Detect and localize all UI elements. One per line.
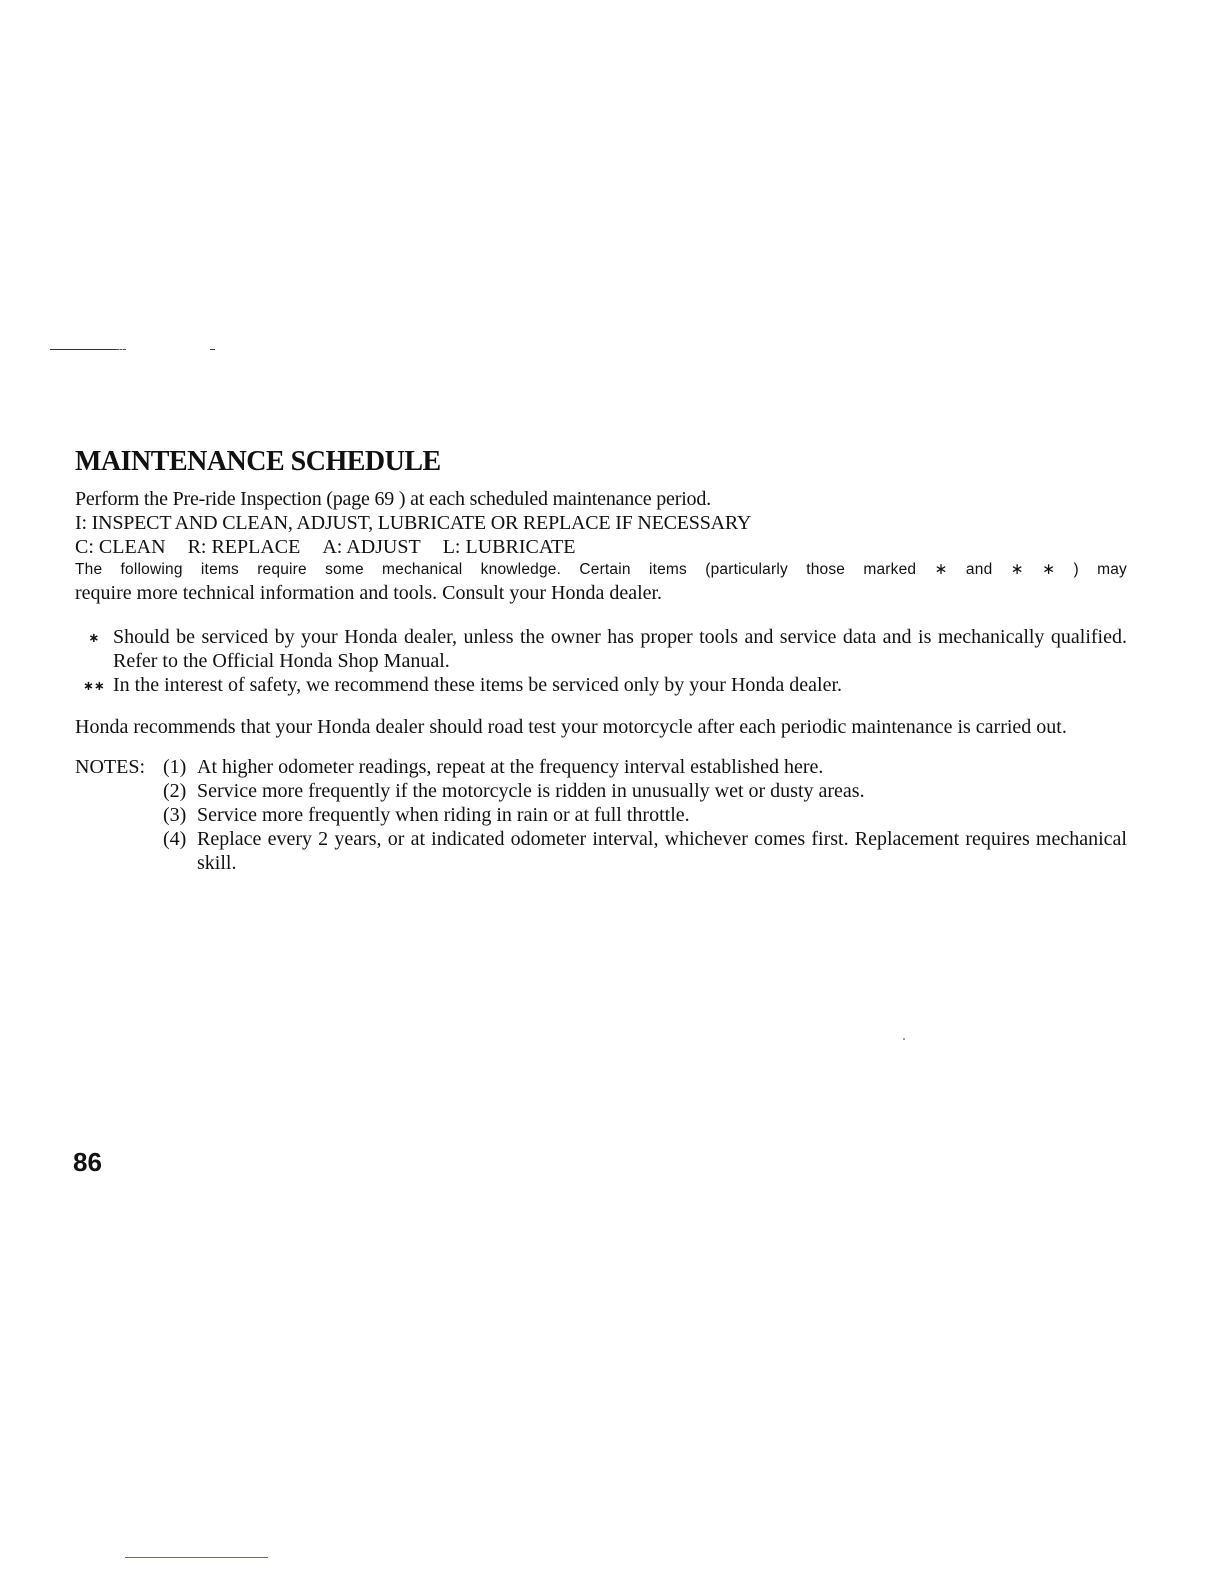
maintenance-schedule-section [75, 445, 1127, 875]
knowledge-note: The following items require some mechanical knowledge. Certain items (particularly those marked ∗ and ∗ ∗ ) may [75, 561, 1127, 578]
scan-artifact-dash [116, 349, 126, 350]
note-text: Service more frequently if the motorcycle is ridden in unusually wet or dusty areas. [197, 780, 865, 802]
legend-inspect: I: INSPECT AND CLEAN, ADJUST, LUBRICATE OR REPLACE IF NECESSARY [75, 512, 752, 534]
note-text: Replace every 2 years, or at indicated odometer interval, whichever comes first. Replacement requires mechanical skill. [197, 828, 1127, 874]
note-item [75, 755, 1127, 779]
page-title: MAINTENANCE SCHEDULE [75, 446, 441, 477]
legend-lubricate: L: LUBRICATE [442, 536, 576, 558]
single-asterisk-note [75, 625, 1127, 673]
scan-artifact-line [50, 349, 116, 350]
note-text: At higher odometer readings, repeat at the frequency interval established here. [197, 756, 824, 778]
asterisk-notes [75, 625, 1127, 699]
double-asterisk-text: In the interest of safety, we recommend these items be serviced only by your Honda dealer. [113, 674, 843, 696]
asterisk-icon: ∗ [88, 631, 100, 646]
notes-label: NOTES: [75, 756, 145, 778]
legend-clean: C: CLEAN [75, 536, 166, 558]
note-number: (3) [163, 804, 187, 826]
legend-codes [75, 535, 1127, 559]
page-number: 86 [73, 1147, 102, 1177]
note-number: (2) [163, 780, 187, 802]
double-asterisk-icon: ∗∗ [83, 679, 105, 694]
note-text: Service more frequently when riding in rain or at full throttle. [197, 804, 690, 826]
note-item [75, 779, 1127, 803]
note-number: (1) [163, 756, 187, 778]
notes-list [75, 755, 1127, 875]
single-asterisk-text: Should be serviced by your Honda dealer, unless the owner has proper tools and service data and is mechanically qualified. Refer to the Official Honda Shop Manual. [113, 626, 1127, 672]
note-number: (4) [163, 828, 187, 850]
legend-adjust: A: ADJUST [322, 536, 421, 558]
knowledge-note-continued: require more technical information and tools. Consult your Honda dealer. [75, 582, 663, 604]
note-item [75, 827, 1127, 875]
note-item [75, 803, 1127, 827]
road-test-paragraph: Honda recommends that your Honda dealer should road test your motorcycle after each periodic maintenance is carried out. [75, 716, 1067, 738]
scan-artifact-tick [210, 349, 215, 350]
intro-text: Perform the Pre-ride Inspection (page 69 ) at each scheduled maintenance period. [75, 488, 711, 510]
bottom-rule [125, 1557, 268, 1558]
double-asterisk-note [75, 673, 1127, 699]
legend-replace: R: REPLACE [187, 536, 301, 558]
scan-artifact-dot [903, 1038, 905, 1040]
